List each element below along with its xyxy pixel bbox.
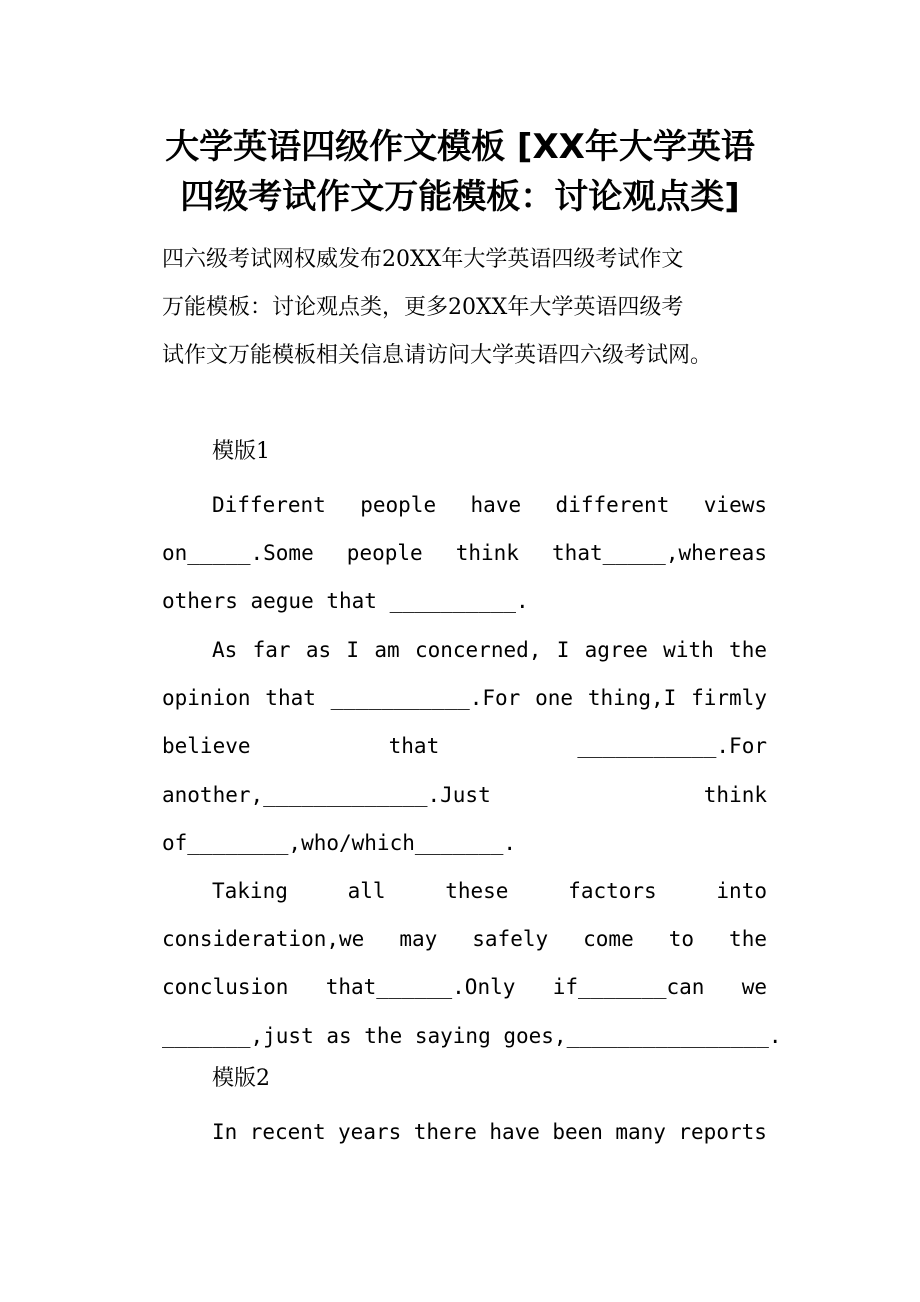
word: come — [583, 927, 634, 952]
text-line — [162, 722, 767, 770]
text-line — [162, 481, 767, 529]
text-line — [162, 1108, 767, 1156]
word: on_____.Some — [162, 541, 314, 566]
word: people — [360, 493, 437, 517]
word: believe — [162, 734, 251, 759]
text-line — [162, 915, 767, 963]
text-line — [162, 771, 767, 819]
text-line: _______,just as the saying goes,________________. — [162, 1023, 782, 1048]
word: opinion — [162, 686, 251, 711]
word: we — [741, 975, 767, 1000]
intro-paragraph — [162, 236, 782, 380]
word: reports — [678, 1120, 767, 1144]
document-title — [150, 122, 770, 222]
title-line-2: 四级考试作文万能模板：讨论观点类] — [180, 177, 740, 217]
word: there — [413, 1120, 477, 1144]
word: that — [388, 734, 440, 759]
intro-line: 试作文万能模板相关信息请访问大学英语四六级考试网。 — [162, 343, 713, 368]
word: people — [346, 541, 423, 566]
text-line: of________,who/which_______. — [162, 830, 517, 855]
word: firmly — [691, 686, 767, 711]
text-line — [162, 626, 767, 674]
title-line-1: 大学英语四级作文模板 [XX年大学英语 — [165, 127, 755, 167]
text-line: others aegue that __________. — [162, 589, 529, 614]
word: ___________.For — [330, 686, 521, 711]
word: consideration,we — [162, 927, 365, 952]
word: different — [555, 493, 670, 517]
word: have — [489, 1120, 540, 1144]
word: another,_____________.Just — [162, 782, 491, 807]
word: one — [535, 686, 574, 711]
word: many — [615, 1120, 666, 1144]
word: I — [556, 638, 570, 662]
template-1-heading: 模版1 — [212, 439, 270, 464]
word: am — [374, 638, 400, 662]
word: conclusion — [162, 975, 289, 1000]
word: ___________.For — [577, 734, 767, 759]
word: recent — [249, 1120, 326, 1144]
word: safely — [472, 927, 549, 952]
word: all — [347, 879, 386, 903]
text-line — [162, 529, 767, 577]
intro-line: 万能模板：讨论观点类，更多20XX年大学英语四级考 — [162, 295, 684, 320]
word: views — [703, 493, 767, 517]
text-line — [162, 674, 767, 722]
template-1-paragraph-1 — [162, 481, 767, 626]
text-line — [162, 867, 767, 915]
word: think — [455, 541, 519, 566]
word: the — [729, 638, 767, 662]
intro-line: 四六级考试网权威发布20XX年大学英语四级考试作文 — [162, 247, 684, 272]
template-1-paragraph-3 — [162, 867, 782, 1060]
word: Different — [212, 493, 326, 517]
word: As — [212, 638, 238, 662]
word: far — [252, 638, 291, 662]
template-2-heading: 模版2 — [212, 1066, 270, 1091]
word: if_______can — [552, 975, 705, 1000]
word: been — [552, 1120, 603, 1144]
word: have — [470, 493, 522, 517]
word: think — [703, 782, 767, 807]
word: as — [305, 638, 332, 662]
word: with — [663, 638, 714, 662]
word: I — [346, 638, 360, 662]
word: years — [338, 1120, 402, 1144]
word: Taking — [212, 879, 288, 903]
word: that______.Only — [325, 975, 516, 1000]
word: may — [399, 927, 438, 952]
word: agree — [584, 638, 648, 662]
word: factors — [568, 879, 657, 903]
template-2-paragraph-1 — [162, 1108, 767, 1156]
word: concerned, — [414, 638, 542, 662]
word: that_____,whereas — [552, 541, 767, 566]
word: thing,I — [587, 686, 677, 711]
template-1-paragraph-2 — [162, 626, 767, 867]
text-line — [162, 963, 767, 1011]
word: In — [212, 1120, 238, 1144]
word: into — [716, 879, 767, 903]
word: the — [729, 927, 767, 952]
word: these — [445, 879, 509, 903]
word: to — [668, 927, 695, 952]
word: that — [265, 686, 316, 711]
